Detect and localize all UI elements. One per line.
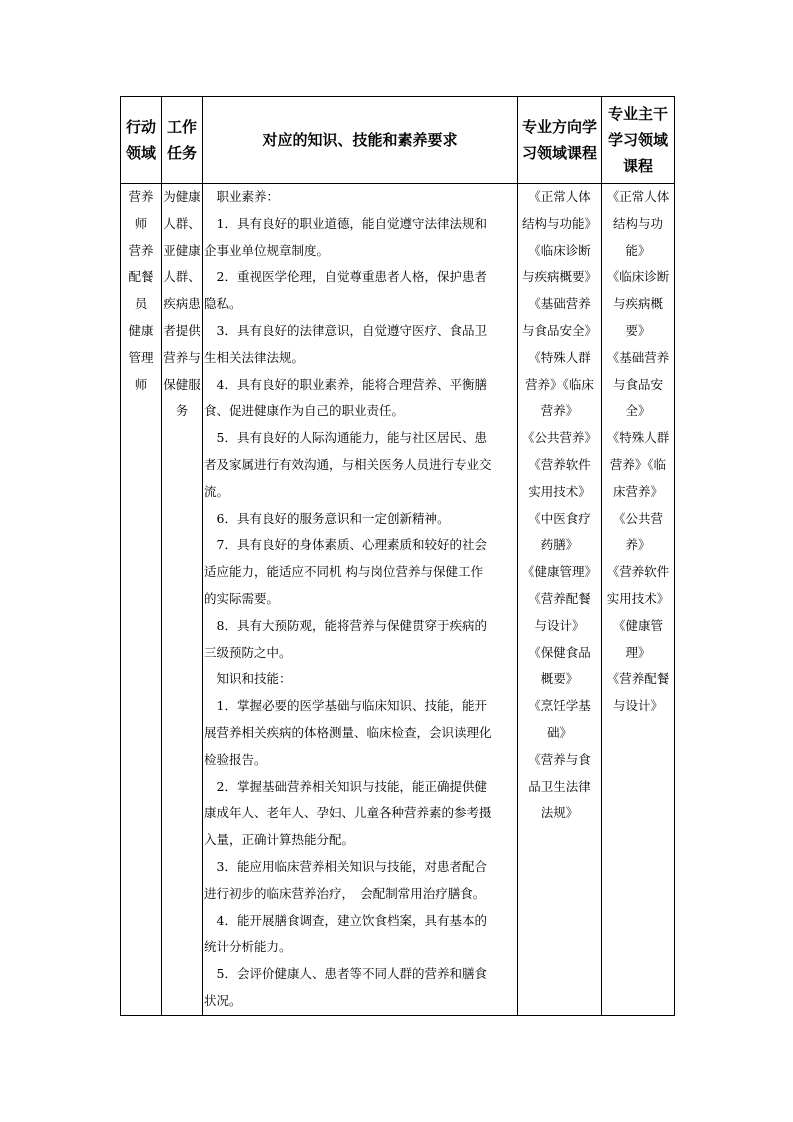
cell-line: 8．具有大预防观，能将营养与保健贯穿于疾病的: [204, 617, 487, 633]
cell-line: 要》: [625, 322, 651, 338]
cell-line: 5．具有良好的人际沟通能力，能与社区居民、患: [204, 430, 487, 446]
header-action-domain: [121, 97, 162, 184]
cell-line: 养》: [625, 537, 651, 553]
competency-table: [120, 96, 675, 1016]
cell-line: 6．具有良好的服务意识和一定创新精神。: [204, 510, 450, 526]
cell-specialty-courses: [518, 184, 602, 1016]
header-specialty-courses: [518, 97, 602, 184]
cell-line: 概要》: [540, 671, 579, 687]
cell-line: 食、促进健康作为自己的职业责任。: [204, 403, 405, 419]
cell-line: 管理: [128, 349, 154, 365]
header-text: 专业主干: [607, 105, 668, 123]
cell-line: 《营养与食: [528, 751, 591, 767]
cell-line: 营养》《临床: [525, 376, 594, 392]
cell-core-courses: [602, 184, 675, 1016]
cell-line: 与设计》: [534, 617, 585, 633]
cell-line: 5．会评价健康人、患者等不同人群的营养和膳食: [204, 966, 487, 982]
cell-requirements: [203, 184, 518, 1016]
cell-line: 生相关法律法规。: [204, 349, 305, 365]
cell-line: 1．具有良好的职业道德，能自觉遵守法律法规和: [204, 215, 487, 231]
cell-line: 流。: [204, 483, 230, 499]
cell-line: 亚健康: [163, 242, 201, 258]
cell-line: 知识和技能：: [204, 671, 292, 687]
cell-line: 《特殊人群: [528, 349, 591, 365]
cell-line: 疾病患: [163, 296, 201, 312]
cell-line: 《正常人体: [528, 189, 591, 204]
cell-line: 与疾病概: [612, 296, 663, 312]
cell-line: 营养与: [163, 349, 201, 365]
cell-line: 状况。: [204, 992, 242, 1008]
cell-line: 配餐: [128, 269, 154, 285]
cell-line: 《营养软件: [528, 456, 591, 472]
cell-line: 检验报告。: [204, 751, 267, 767]
cell-line: 人群、: [163, 269, 201, 285]
cell-line: 实用技术》: [528, 483, 591, 499]
cell-line: 展营养相关疾病的体格测量、临床检查，会识读理化: [204, 724, 492, 740]
cell-line: 《营养配餐: [528, 590, 591, 606]
cell-line: 《正常人体: [606, 189, 670, 204]
cell-line: 《基础营养: [528, 296, 591, 312]
cell-line: 三级预防之中。: [204, 644, 292, 660]
table-header-row: [121, 97, 675, 184]
cell-line: 《临床诊断: [606, 269, 670, 285]
cell-line: 3．能应用临床营养相关知识与技能，对患者配合: [204, 858, 487, 874]
cell-line: 员: [134, 296, 148, 312]
cell-line: 4．能开展膳食调查，建立饮食档案，具有基本的: [204, 912, 487, 928]
cell-line: 药膳》: [540, 537, 579, 553]
cell-action-domain: [121, 184, 162, 1016]
table-row: [121, 184, 675, 1016]
cell-line: 能》: [625, 242, 651, 258]
cell-line: 础》: [546, 724, 572, 740]
header-text: 行动: [125, 118, 156, 136]
cell-line: 实用技术》: [606, 590, 670, 606]
cell-line: 3．具有良好的法律意识，自觉遵守医疗、食品卫: [204, 322, 487, 338]
cell-line: 健康: [128, 322, 154, 338]
header-text: 专业方向学: [521, 118, 597, 136]
cell-line: 企事业单位规章制度。: [204, 242, 330, 258]
cell-line: 的实际需要。: [204, 590, 280, 606]
header-core-courses: [602, 97, 675, 184]
header-requirements: [203, 97, 518, 184]
cell-line: 营养: [128, 189, 154, 204]
header-text: 对应的知识、技能和素养要求: [262, 131, 458, 149]
cell-line: 营养》《临: [609, 456, 667, 472]
cell-line: 品卫生法律: [528, 778, 591, 794]
cell-line: 与食品安: [612, 376, 663, 392]
cell-line: 进行初步的临床营养治疗， 会配制常用治疗膳食。: [204, 885, 486, 901]
cell-line: 床营养》: [612, 483, 663, 499]
cell-line: 结构与功: [612, 215, 663, 231]
cell-line: 1．掌握必要的医学基础与临床知识、技能，能开: [204, 698, 487, 714]
cell-line: 保健服: [163, 376, 201, 392]
cell-line: 职业素养：: [204, 189, 280, 204]
cell-line: 适应能力，能适应不同机 构与岗位营养与保健工作: [204, 564, 483, 580]
cell-line: 康成年人、老年人、孕妇、儿童各种营养素的参考摄: [204, 805, 492, 821]
cell-line: 全》: [625, 403, 651, 419]
cell-line: 者提供: [163, 322, 201, 338]
header-work-task: [162, 97, 203, 184]
cell-line: 法规》: [540, 805, 579, 821]
cell-line: 入量，正确计算热能分配。: [204, 832, 355, 848]
header-text: 习领域课程: [521, 144, 597, 162]
header-text: 课程: [622, 157, 653, 175]
cell-line: 《基础营养: [606, 349, 670, 365]
cell-line: 与疾病概要》: [521, 269, 597, 285]
cell-line: 《中医食疗: [528, 510, 591, 526]
cell-line: 《烹饪学基: [528, 698, 591, 714]
header-text: 领域: [125, 144, 156, 162]
cell-line: 4．具有良好的职业素养，能将合理营养、平衡膳: [204, 376, 487, 392]
cell-line: 《营养配餐: [606, 671, 670, 687]
cell-line: 《保健食品: [528, 644, 591, 660]
header-text: 任务: [166, 144, 197, 162]
cell-line: 《公共营: [612, 510, 663, 526]
cell-line: 《健康管理》: [521, 564, 597, 580]
cell-line: 《临床诊断: [528, 242, 591, 258]
cell-line: 《营养软件: [606, 564, 670, 580]
cell-line: 与食品安全》: [521, 322, 597, 338]
cell-line: 结构与功能》: [521, 215, 597, 231]
header-text: 学习领域: [607, 131, 668, 149]
cell-line: 营养》: [540, 403, 579, 419]
cell-line: 7．具有良好的身体素质、心理素质和较好的社会: [204, 537, 487, 553]
cell-line: 营养: [128, 242, 154, 258]
cell-line: 隐私。: [204, 296, 242, 312]
cell-line: 师: [134, 215, 148, 231]
cell-line: 人群、: [163, 215, 201, 231]
cell-work-task: [162, 184, 203, 1016]
cell-line: 2．重视医学伦理，自觉尊重患者人格，保护患者: [204, 269, 487, 285]
cell-line: 者及家属进行有效沟通，与相关医务人员进行专业交: [204, 456, 492, 472]
cell-line: 《公共营养》: [521, 430, 597, 446]
cell-line: 与设计》: [612, 698, 663, 714]
cell-line: 统计分析能力。: [204, 939, 292, 955]
cell-line: 务: [175, 403, 189, 419]
header-text: 工作: [166, 118, 197, 136]
cell-line: 为健康: [163, 189, 201, 204]
cell-line: 2．掌握基础营养相关知识与技能，能正确提供健: [204, 778, 487, 794]
cell-line: 师: [134, 376, 148, 392]
cell-line: 理》: [625, 644, 651, 660]
cell-line: 《特殊人群: [606, 430, 670, 446]
cell-line: 《健康管: [612, 617, 663, 633]
